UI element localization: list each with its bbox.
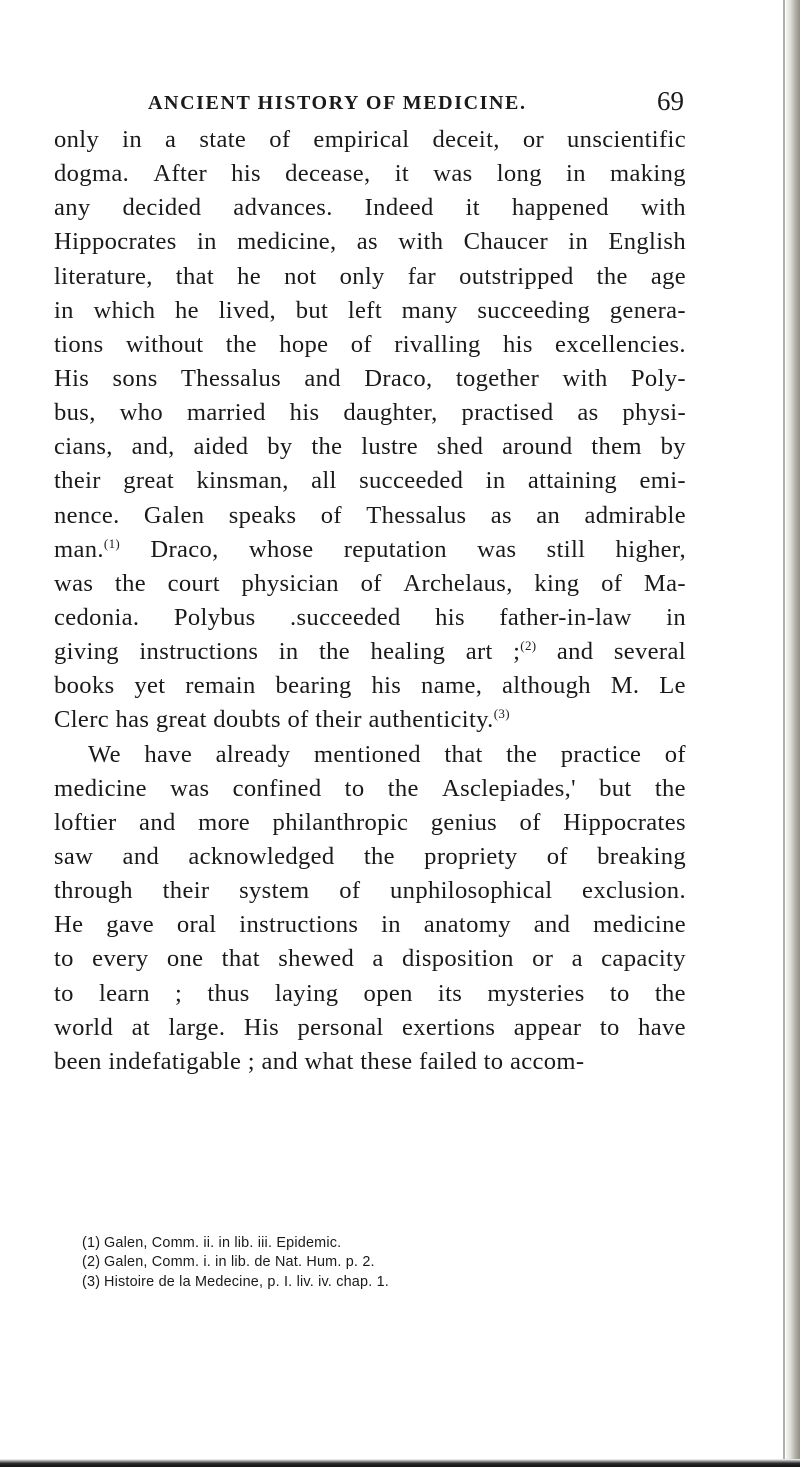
running-title: ANCIENT HISTORY OF MEDICINE. — [148, 92, 527, 114]
text-line: been indefatigable ; and what these failed to accom- — [54, 1047, 585, 1075]
text-line: cedonia. Polybus .succeeded his father-in-law in — [54, 603, 686, 631]
text-line: loftier and more philanthropic genius of Hippocrates — [54, 808, 686, 836]
bottom-edge-rule — [0, 1459, 800, 1467]
text-line: to every one that shewed a disposition or a capacity — [54, 945, 686, 973]
text-line: saw and acknowledged the propriety of breaking — [54, 842, 686, 870]
text-line: man.$^{(1)}$ Draco, whose reputation was still higher, — [54, 535, 686, 563]
text-line: tions without the hope of rivalling his excellencies. — [54, 330, 686, 358]
footnote-marker: (1) — [82, 1235, 101, 1251]
text-line: He gave oral instructions in anatomy and medicine — [54, 911, 686, 939]
text-line: bus, who married his daughter, practised as physi- — [54, 399, 686, 427]
text-line: medicine was confined to the Asclepiades,' but the — [54, 774, 686, 802]
text-line: was the court physician of Archelaus, king of Ma- — [54, 569, 686, 597]
page-edge-shadow — [786, 0, 800, 1467]
text-line: in which he lived, but left many succeeding genera- — [54, 296, 686, 324]
text-line: literature, that he not only far outstripped the age — [54, 262, 686, 290]
footnote-3 — [82, 1273, 682, 1292]
footnote-1 — [82, 1234, 682, 1253]
footnote-text: Galen, Comm. ii. in lib. iii. Epidemic. — [104, 1235, 342, 1251]
text-line: world at large. His personal exertions appear to have — [54, 1013, 686, 1041]
text-line: through their system of unphilosophical exclusion. — [54, 877, 686, 905]
footnotes — [82, 1234, 682, 1292]
footnote-marker: (2) — [82, 1254, 101, 1271]
text-line: Clerc has great doubts of their authenticity.$^{(3)}$ — [54, 706, 510, 734]
text-line: We have already mentioned that the practice of — [88, 740, 686, 768]
footnote-2 — [82, 1253, 682, 1272]
text-line: His sons Thessalus and Draco, together with Poly- — [54, 364, 686, 392]
text-line: cians, and, aided by the lustre shed around them by — [54, 433, 686, 461]
footnote-text: Histoire de la Medecine, p. I. liv. iv. chap. 1. — [104, 1273, 390, 1290]
footnote-marker: (3) — [82, 1273, 101, 1290]
text-line: any decided advances. Indeed it happened with — [54, 194, 686, 222]
binding-edge-line — [783, 0, 785, 1467]
text-line: only in a state of empirical deceit, or unscientific — [54, 126, 686, 153]
text-line: their great kinsman, all succeeded in attaining emi- — [54, 467, 686, 495]
text-line: Hippocrates in medicine, as with Chaucer in English — [54, 228, 686, 256]
text-line: nence. Galen speaks of Thessalus as an admirable — [54, 501, 686, 529]
footnote-text: Galen, Comm. i. in lib. de Nat. Hum. p. 2. — [104, 1254, 375, 1271]
page-number: 69 — [657, 86, 684, 116]
body-text — [54, 123, 686, 1079]
running-head — [148, 86, 688, 116]
text-line: to learn ; thus laying open its mysteries to the — [54, 979, 686, 1007]
text-line: giving instructions in the healing art ;$^{(2)}$ and several — [54, 638, 686, 666]
text-line: books yet remain bearing his name, although M. Le — [54, 672, 686, 700]
text-line: dogma. After his decease, it was long in making — [54, 160, 686, 188]
